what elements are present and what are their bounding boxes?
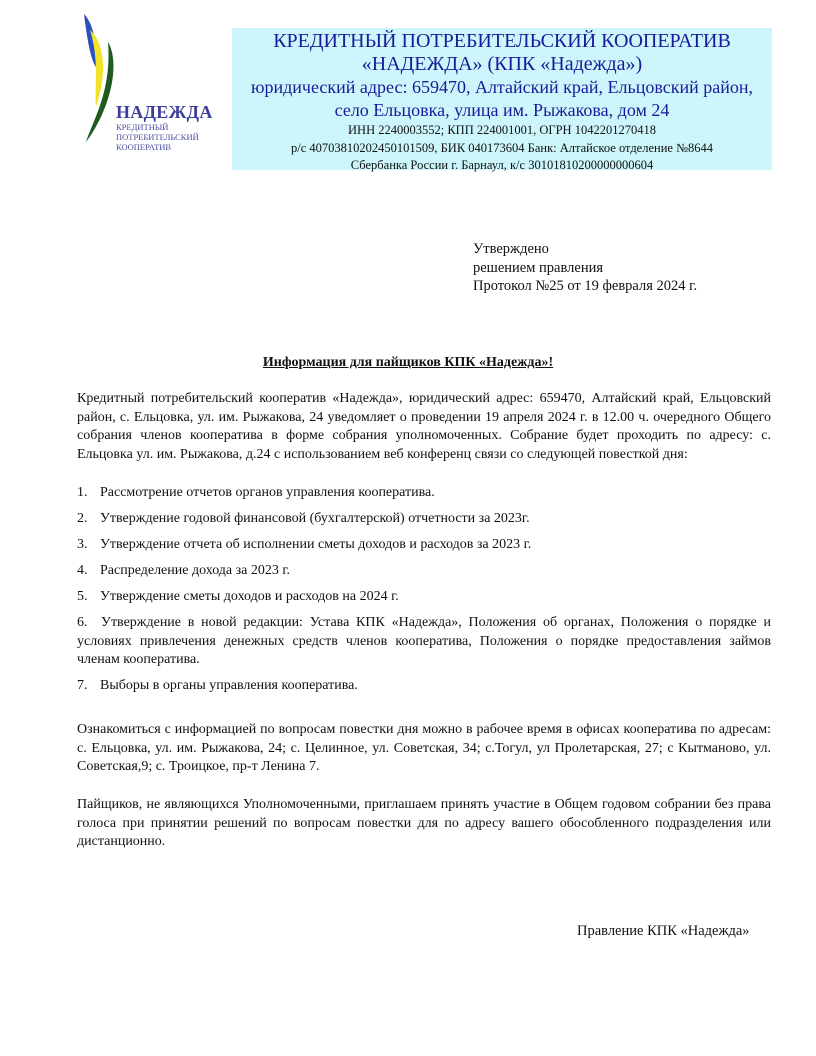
- letterhead: [232, 28, 772, 170]
- logo-subtitle-line: КООПЕРАТИВ: [116, 142, 172, 152]
- tax-ids: ИНН 2240003552; КПП 224001001, ОГРН 1042201270418: [348, 123, 656, 137]
- signature: Правление КПК «Надежда»: [577, 923, 750, 939]
- approval-line: решением правления: [473, 259, 604, 276]
- legal-address-line: село Ельцовка, улица им. Рыжакова, дом 24: [334, 100, 670, 120]
- cooperative-logo: [78, 12, 223, 177]
- document-title: Информация для пайщиков КПК «Надежда»!: [262, 355, 554, 370]
- bank-details: р/с 40703810202450101509, БИК 040173604 Банк: Алтайское отделение №8644: [290, 140, 713, 155]
- logo-subtitle-line: КРЕДИТНЫЙ: [116, 122, 169, 132]
- approval-block: [473, 240, 697, 296]
- org-name-line: КРЕДИТНЫЙ ПОТРЕБИТЕЛЬСКИЙ КООПЕРАТИВ: [273, 30, 731, 52]
- logo-name: НАДЕЖДА: [116, 102, 213, 122]
- org-short-name: «НАДЕЖДА» (КПК «Надежда»): [361, 53, 643, 75]
- agenda-item: 3. Утверждение отчета об исполнении сметы доходов и расходов за 2023 г.: [77, 537, 532, 552]
- bank-details: Сбербанка России г. Барнаул, к/с 30101810200000000604: [350, 158, 654, 172]
- agenda-item: 1. Рассмотрение отчетов органов управления кооператива.: [77, 485, 435, 500]
- logo-subtitle: [116, 122, 199, 152]
- agenda-item: 4. Распределение дохода за 2023 г.: [77, 563, 291, 578]
- approval-line: Утверждено: [473, 241, 549, 257]
- agenda-item: 6. Утверждение в новой редакции: Устава КПК «Надежда», Положения об органах, Положения о порядке и условиях привлечения денежных средств членов кооператива, Положения о порядке предоставления займов членам кооператива.: [77, 615, 772, 667]
- intro-paragraph: Кредитный потребительский кооператив «Надежда», юридический адрес: 659470, Алтайский край, Ельцовский район, с. Ельцовка, ул. им. Рыжакова, 24 уведомляет о проведении 19 апреля 2024 г. в 12.00 ч. очередного Общего собрания членов кооператива в форме собрания уполномоченных. Собрание будет проходить по адресу: с. Ельцовка ул. им. Рыжакова, д.24 с использованием веб конференц связи со следующей повесткой дня:: [77, 391, 771, 462]
- agenda-item: 5. Утверждение сметы доходов и расходов на 2024 г.: [77, 589, 399, 604]
- logo-subtitle-line: ПОТРЕБИТЕЛЬСКИЙ: [116, 132, 199, 142]
- offices-info-paragraph: Ознакомиться с информацией по вопросам повестки дня можно в рабочее время в офисах кооператива по адресам: с. Ельцовка, ул. им. Рыжакова, 24; с. Целинное, ул. Советская, 34; с.Тогул, ул Пролетарская, 27; с Кытманово, ул. Советская,9; с. Троицкое, пр-т Ленина 7.: [77, 722, 771, 774]
- agenda-item: 2. Утверждение годовой финансовой (бухгалтерской) отчетности за 2023г.: [77, 511, 530, 526]
- approval-protocol: Протокол №25 от 19 февраля 2024 г.: [473, 278, 698, 294]
- agenda-item: 7. Выборы в органы управления кооператива.: [77, 678, 358, 693]
- invitation-paragraph: Пайщиков, не являющихся Уполномоченными, приглашаем принять участие в Общем годовом собрании без права голоса при принятии решений по вопросам повестки для по адресу вашего обособленного подразделения или дистанционно.: [77, 797, 771, 849]
- legal-address-line: юридический адрес: 659470, Алтайский край, Ельцовский район,: [251, 77, 753, 97]
